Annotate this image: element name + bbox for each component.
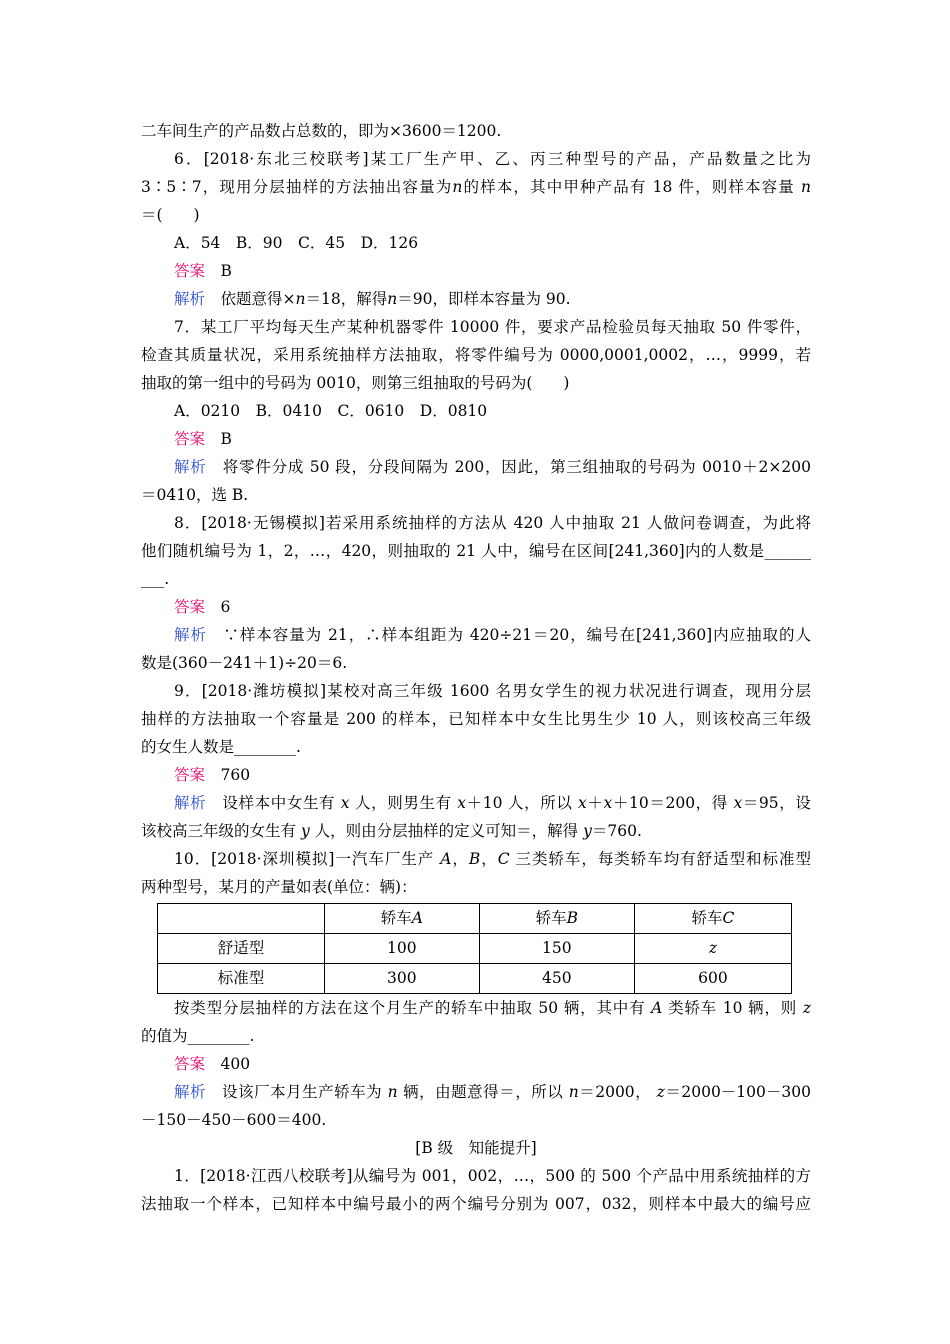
q6-analysis-var2: n [387, 290, 398, 308]
q9-analysis-2 [141, 817, 811, 845]
q6-analysis-c: ＝90，即样本容量为 90. [397, 290, 571, 308]
header-text: 轿车 [380, 909, 412, 927]
q6-line-1 [141, 145, 811, 173]
q6-text-1: 6．[2018·东北三校联考]某工厂生产甲、乙、丙三种型号的产品，产品数量之比为 [174, 150, 811, 168]
var-A: A [411, 909, 423, 927]
q9-text-3: 的女生人数是________. [141, 738, 301, 756]
q6-analysis-var: n [295, 290, 306, 308]
q6-options [141, 229, 811, 257]
var-x: x [340, 794, 350, 812]
q7-line-2 [141, 341, 811, 369]
q10-text-2: 两种型号，某月的产量如表(单位：辆)： [141, 878, 417, 896]
q9-a2-mid: 人，则由分层抽样的定义可知＝，解得 [314, 822, 579, 840]
table-cell: 300 [325, 964, 480, 994]
q8-line-2 [141, 537, 811, 565]
section-b-title [141, 1134, 811, 1162]
table-header-cell [325, 904, 480, 934]
q10-text-1-pre: 10．[2018·深圳模拟]一汽车厂生产 [174, 850, 435, 868]
q9-a1-mid: 人，则男生有 [355, 794, 452, 812]
q8-analysis-text-2: 数是(360－241＋1)÷20＝6. [141, 654, 348, 672]
q9-a1-mid2: ＋10 人，所以 [466, 794, 573, 812]
table-cell: 标准型 [158, 964, 325, 994]
q10-an1-mid2: ＝2000， [578, 1083, 652, 1101]
intro-text: 二车间生产的产品数占总数的，即为×3600＝1200. [141, 122, 502, 140]
analysis-label: 解析 [174, 290, 206, 308]
q8-line-3 [141, 565, 811, 593]
table-header-cell [634, 904, 791, 934]
q8-text-1: 8．[2018·无锡模拟]若采用系统抽样的方法从 420 人中抽取 21 人做问卷调查，为此将 [174, 514, 811, 532]
analysis-label: 解析 [174, 458, 207, 476]
q10-an1-mid: 辆，由题意得＝，所以 [403, 1083, 564, 1101]
q6-text-2a: 3∶5∶7，现用分层抽样的方法抽出容量为 [141, 178, 453, 196]
q9-a2-end: ＝760. [591, 822, 642, 840]
q10-line-2 [141, 873, 811, 901]
q6-text-3: ＝( ) [141, 206, 200, 224]
q9-line-2 [141, 705, 811, 733]
qb1-line-2 [141, 1190, 811, 1218]
q8-analysis-text-1: ∵样本容量为 21，∴样本组距为 420÷21＝20，编号在[241,360]内应抽取的人 [223, 626, 811, 644]
q10-after-2 [141, 1022, 811, 1050]
q6-analysis [141, 285, 811, 313]
q7-analysis-text-2: ＝0410，选 B. [141, 486, 249, 504]
q9-analysis-1 [141, 789, 811, 817]
q9-a1-mid3: ＋ [586, 794, 604, 812]
var-z: z [708, 939, 718, 957]
q10-answer-value: 400 [220, 1055, 251, 1073]
q6-analysis-b: ＝18，解得 [305, 290, 388, 308]
q7-text-2: 检查其质量状况，采用系统抽样方法抽取，将零件编号为 0000,0001,0002，…，9999，若 [141, 346, 811, 364]
q10-line-1 [141, 845, 811, 873]
q6-var-n: n [452, 178, 463, 196]
q7-analysis-text-1: 将零件分成 50 段，分段间隔为 200，因此，第三组抽取的号码为 0010＋2×200 [222, 458, 811, 476]
q7-answer-value: B [220, 430, 232, 448]
q10-analysis-text-2: －150－450－600＝400. [141, 1111, 327, 1129]
q7-answer [141, 425, 811, 453]
q7-analysis-2 [141, 481, 811, 509]
q8-line-1 [141, 509, 811, 537]
table-cell: 100 [325, 934, 480, 964]
q7-analysis-1 [141, 453, 811, 481]
q7-text-1: 7．某工厂平均每天生产某种机器零件 10000 件，要求产品检验员每天抽取 50 件零件， [174, 318, 811, 336]
q6-text-2b: 的样本，其中甲种产品有 18 件，则样本容量 [462, 178, 795, 196]
var-y: y [583, 822, 592, 840]
analysis-label: 解析 [174, 794, 207, 812]
q10-analysis-2 [141, 1106, 811, 1134]
section-b-title-text: [B 级 知能提升] [415, 1139, 537, 1157]
q10-after-text-2: 的值为________. [141, 1027, 255, 1045]
q9-answer-value: 760 [220, 766, 251, 784]
var-B: B [468, 850, 481, 868]
qb1-line-1 [141, 1162, 811, 1190]
document-page [141, 117, 811, 1218]
var-x: x [733, 794, 743, 812]
q6-answer-value: B [220, 262, 232, 280]
q9-text-1: 9．[2018·潍坊模拟]某校对高三年级 1600 名男女学生的视力状况进行调查，现用分层 [174, 682, 811, 700]
table-row [158, 934, 792, 964]
var-x: x [457, 794, 467, 812]
q7-options-text: A．0210 B．0410 C．0610 D．0810 [174, 402, 488, 420]
answer-label: 答案 [174, 430, 206, 448]
q10-an1-end: ＝2000－100－300 [664, 1083, 811, 1101]
analysis-label: 解析 [174, 626, 207, 644]
q9-a1-pre: 设样本中女生有 [222, 794, 336, 812]
q10-an1-pre: 设该厂本月生产轿车为 [222, 1083, 383, 1101]
var-n: n [387, 1083, 398, 1101]
q6-line-2 [141, 173, 811, 201]
var-B: B [566, 909, 578, 927]
q8-text-2: 他们随机编号为 1，2，…，420，则抽取的 21 人中，编号在区间[241,360]内的人数是______ [141, 542, 811, 560]
q10-after-1 [141, 994, 811, 1022]
qb1-text-1: 1．[2018·江西八校联考]从编号为 001，002，…，500 的 500 个产品中用系统抽样的方 [174, 1167, 811, 1185]
q7-text-3: 抽取的第一组中的号码为 0010，则第三组抽取的号码为( ) [141, 374, 570, 392]
analysis-label: 解析 [174, 1083, 207, 1101]
var-x: x [578, 794, 587, 812]
q6-line-3 [141, 201, 811, 229]
intro-line [141, 117, 811, 145]
q7-line-1 [141, 313, 811, 341]
var-C: C [722, 909, 735, 927]
answer-label: 答案 [174, 1055, 206, 1073]
q7-options [141, 397, 811, 425]
q9-a1-mid4: ＋10＝200，得 [612, 794, 728, 812]
table-cell: 600 [634, 964, 791, 994]
comma: ， [480, 850, 498, 868]
answer-label: 答案 [174, 598, 206, 616]
q6-answer [141, 257, 811, 285]
q9-text-2: 抽样的方法抽取一个容量是 200 的样本，已知样本中女生比男生少 10 人，则该校高三年级 [141, 710, 811, 728]
table-header-row [158, 904, 792, 934]
q6-analysis-a: 依题意得× [220, 290, 296, 308]
header-text: 轿车 [535, 909, 567, 927]
table-cell: 150 [479, 934, 634, 964]
q10-after-pre: 按类型分层抽样的方法在这个月生产的轿车中抽取 50 辆，其中有 [174, 999, 646, 1017]
q7-line-3 [141, 369, 811, 397]
table-cell: 舒适型 [158, 934, 325, 964]
q6-options-text: A．54 B．90 C．45 D．126 [174, 234, 419, 252]
var-y: y [300, 822, 310, 840]
table-row [158, 964, 792, 994]
q9-a1-end: ＝95，设 [742, 794, 811, 812]
var-x: x [603, 794, 613, 812]
q10-answer [141, 1050, 811, 1078]
table-cell [634, 934, 791, 964]
q9-line-1 [141, 677, 811, 705]
qb1-text-2: 法抽取一个样本，已知样本中编号最小的两个编号分别为 007，032，则样本中最大的编号应 [141, 1195, 811, 1213]
var-A: A [440, 850, 452, 868]
q10-text-1-post: 三类轿车，每类轿车均有舒适型和标准型 [515, 850, 811, 868]
table-cell: 450 [479, 964, 634, 994]
table-header-cell [158, 904, 325, 934]
q9-a2-pre: 该校高三年级的女生有 [141, 822, 297, 840]
var-A: A [651, 999, 663, 1017]
production-table [157, 903, 792, 994]
var-C: C [497, 850, 510, 868]
comma: ， [451, 850, 469, 868]
table-header-cell [479, 904, 634, 934]
q9-line-3 [141, 733, 811, 761]
q8-analysis-1 [141, 621, 811, 649]
answer-label: 答案 [174, 766, 206, 784]
q8-analysis-2 [141, 649, 811, 677]
header-text: 轿车 [691, 909, 723, 927]
q10-analysis-1 [141, 1078, 811, 1106]
q10-after-post: 类轿车 10 辆，则 [668, 999, 798, 1017]
var-z: z [656, 1083, 665, 1101]
q8-text-3: ___. [141, 570, 170, 588]
q9-answer [141, 761, 811, 789]
answer-label: 答案 [174, 262, 206, 280]
var-z: z [802, 999, 811, 1017]
q8-answer [141, 593, 811, 621]
q6-var-n2: n [801, 178, 811, 196]
var-n: n [568, 1083, 579, 1101]
q8-answer-value: 6 [220, 598, 231, 616]
